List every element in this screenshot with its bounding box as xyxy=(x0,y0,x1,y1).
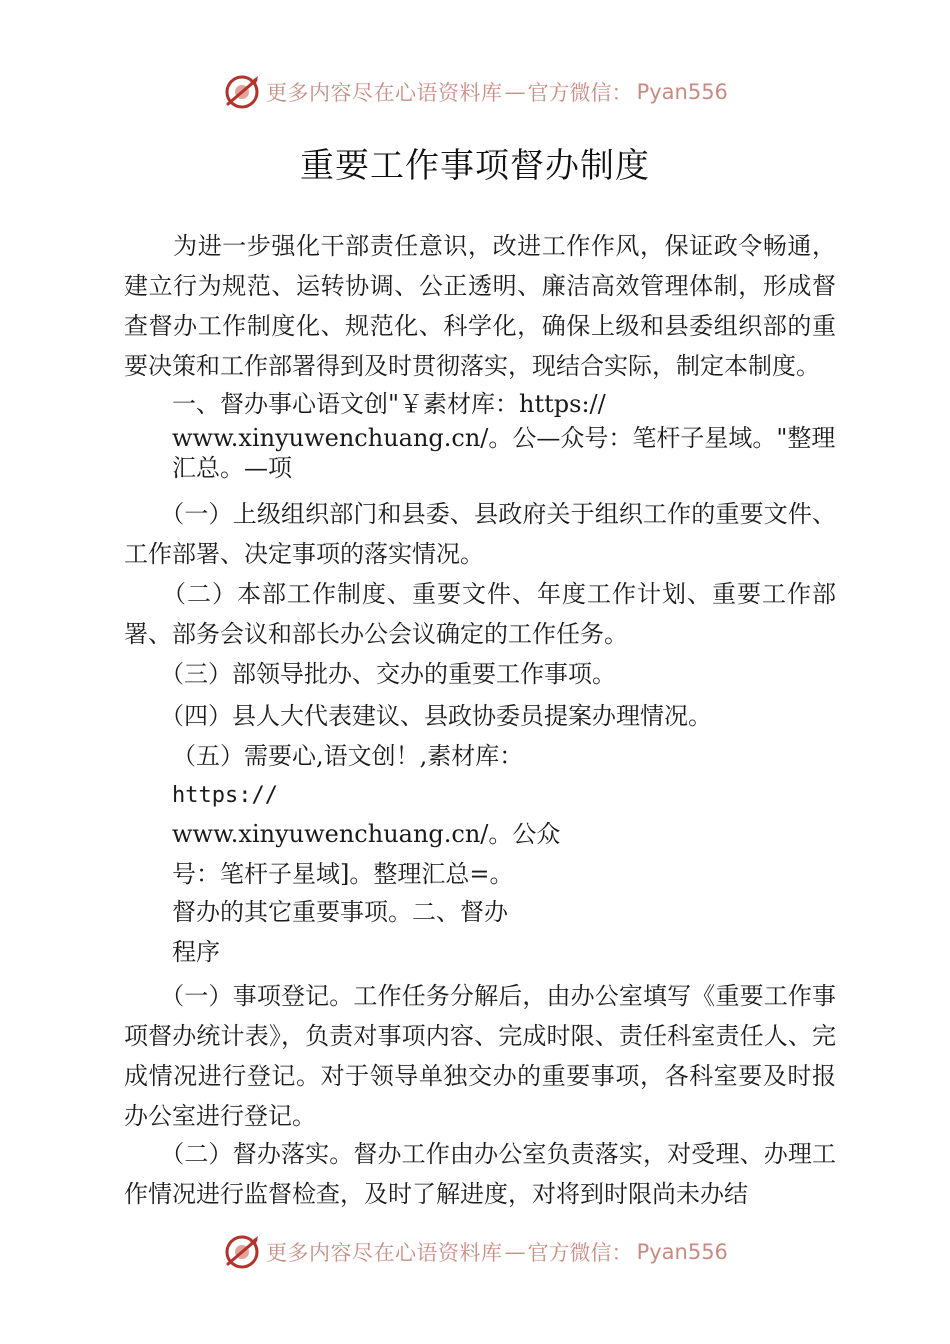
intro-paragraph: 为进一步强化干部责任意识，改进工作作风，保证政令畅通，建立行为规范、运转协调、公正透明、廉洁高效管理体制，形成督查督办工作制度化、规范化、科学化，确保上级和县委组织部的重要决策和工作部署得到及时贯彻落实，现结合实际，制定本制度。 xyxy=(124,232,836,380)
banner-separator: — xyxy=(504,1240,526,1264)
item-5-line2: https:// xyxy=(172,783,278,808)
item-5-line1: （五）需要心,语文创！,素材库： xyxy=(172,742,524,770)
footer-watermark-banner xyxy=(0,1232,950,1272)
item-5-line3: www.xinyuwenchuang.cn/。公众 xyxy=(172,820,561,848)
item-4: （四）县人大代表建议、县政协委员提案办理情况。 xyxy=(124,702,712,730)
banner-wechat-id: Pyan556 xyxy=(636,1240,728,1264)
document-title: 重要工作事项督办制度 xyxy=(300,146,650,186)
section1-heading-line2: www.xinyuwenchuang.cn/。公—众号：笔杆子星域。"整理 xyxy=(172,424,836,452)
section1-heading-line3: 汇总。—项 xyxy=(172,454,292,482)
item-5-line4: 号：笔杆子星域]。整理汇总=。 xyxy=(172,860,514,888)
header-watermark-banner xyxy=(0,72,950,112)
banner-text: 更多内容尽在心语资料库 xyxy=(266,81,503,105)
banner-wechat-label: 官方微信： xyxy=(527,1241,633,1265)
procedure-1: （一）事项登记。工作任务分解后，由办公室填写《重要工作事项督办统计表》，负责对事项内容、完成时限、责任科室责任人、完成情况进行登记。对于领导单独交办的重要事项，各科室要及时报办公室进行登记。 xyxy=(124,982,836,1130)
banner-separator: — xyxy=(504,80,526,104)
item-3: （三）部领导批办、交办的重要工作事项。 xyxy=(124,660,616,688)
item-2: （二）本部工作制度、重要文件、年度工作计划、重要工作部署、部务会议和部长办公会议确定的工作任务。 xyxy=(124,580,836,648)
section1-heading-line1: 一、督办事心语文创"￥素材库：https:// xyxy=(172,390,606,418)
banner-wechat-label: 官方微信： xyxy=(527,81,633,105)
item-5-line6: 程序 xyxy=(172,938,220,966)
item-5-line5: 督办的其它重要事项。二、督办 xyxy=(172,898,508,926)
banner-text: 更多内容尽在心语资料库 xyxy=(266,1241,503,1265)
brand-logo-icon xyxy=(222,72,262,112)
brand-logo-icon xyxy=(222,1232,262,1272)
procedure-2: （二）督办落实。督办工作由办公室负责落实，对受理、办理工作情况进行监督检查，及时了解进度，对将到时限尚未办结 xyxy=(124,1140,836,1208)
banner-wechat-id: Pyan556 xyxy=(636,80,728,104)
item-1: （一）上级组织部门和县委、县政府关于组织工作的重要文件、工作部署、决定事项的落实情况。 xyxy=(124,500,836,568)
